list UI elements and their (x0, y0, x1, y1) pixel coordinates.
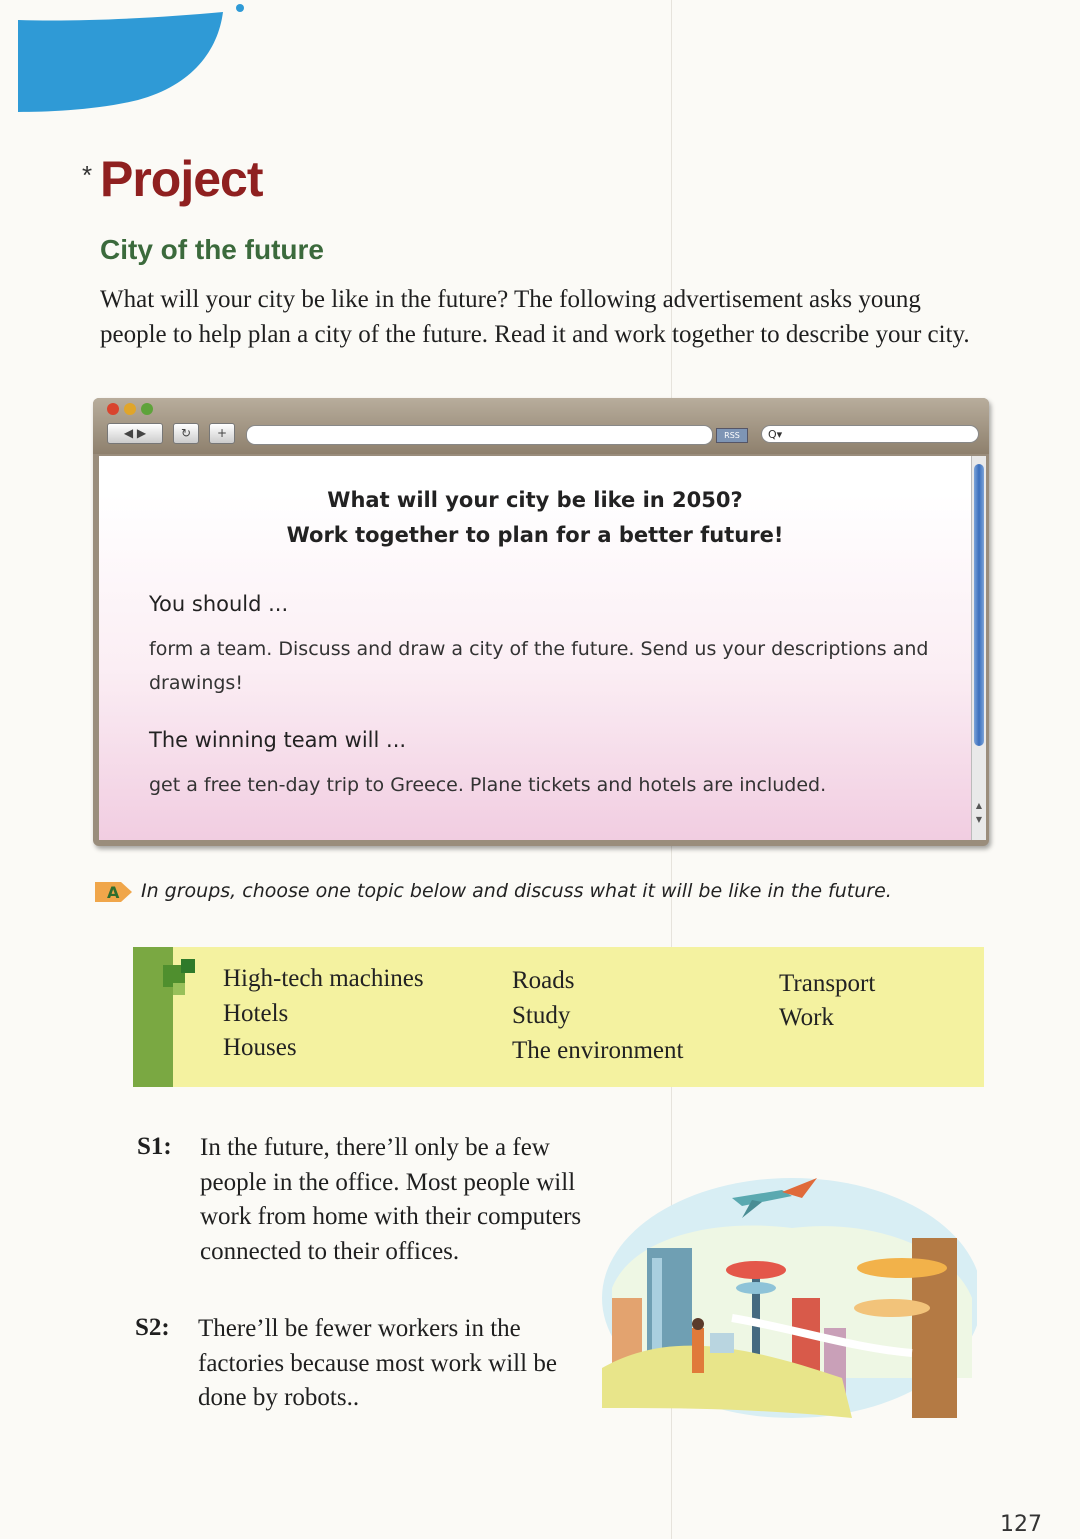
search-field-icon: Q▾ (761, 425, 979, 443)
future-city-illustration (592, 1178, 977, 1438)
page-title: Project (100, 151, 263, 207)
speaker-s1: S1: (137, 1133, 172, 1160)
speaker-s2: S2: (135, 1314, 170, 1341)
green-square-decoration (181, 959, 195, 973)
topic-box (133, 947, 984, 1087)
scroll-down-icon: ▼ (975, 815, 983, 824)
you-should-text: form a team. Discuss and draw a city of the future. Send us your descriptions and drawings! (149, 638, 929, 694)
green-square-decoration (173, 983, 185, 995)
activity-a-letter: A (107, 883, 120, 902)
speaker-s1-text: In the future, there’ll only be a few people in the office. Most people will work from home with their computers connected to their offices. (200, 1134, 582, 1265)
activity-a-badge (95, 880, 133, 904)
maximize-dot-icon (141, 403, 153, 415)
add-tab-icon: + (209, 423, 235, 444)
winning-team-heading: The winning team will ... (149, 728, 407, 752)
rss-icon: RSS (716, 428, 748, 443)
decorative-blue-blob (18, 0, 253, 115)
scrollbar-thumb (974, 464, 984, 746)
speaker-s2-text: There’ll be fewer workers in the factories because most work will be done by robots.. (198, 1315, 557, 1411)
topic-item: Work (779, 1004, 834, 1031)
back-forward-icon: ◀ ▶ (107, 423, 163, 444)
reload-icon: ↻ (173, 423, 199, 444)
topic-item: Hotels (223, 1000, 289, 1027)
browser-toolbar (93, 398, 989, 454)
topic-item: High-tech machines (223, 965, 424, 992)
topic-item: Houses (223, 1034, 297, 1061)
intro-paragraph: What will your city be like in the future? The following advertisement asks young people to help plan a city of the future. Read it and work together to describe your city. (100, 286, 970, 348)
minimize-dot-icon (124, 403, 136, 415)
address-bar (246, 425, 713, 445)
topic-item: Roads (512, 967, 575, 994)
section-subtitle: City of the future (100, 234, 324, 265)
advertisement-page (99, 456, 971, 840)
asterisk-mark: * (82, 160, 93, 190)
you-should-heading: You should ... (149, 592, 289, 616)
ad-headline-2: Work together to plan for a better future! (286, 523, 784, 547)
ad-headline-1: What will your city be like in 2050? (327, 488, 743, 512)
browser-window (93, 398, 989, 846)
winning-team-text: get a free ten-day trip to Greece. Plane tickets and hotels are included. (149, 774, 827, 796)
scroll-up-icon: ▲ (975, 801, 983, 810)
scrollbar (971, 456, 986, 840)
topic-item: The environment (512, 1037, 684, 1064)
topic-item: Study (512, 1002, 571, 1029)
page-number: 127 (1000, 1512, 1042, 1537)
activity-a-instruction: In groups, choose one topic below and discuss what it will be like in the future. (141, 880, 892, 902)
close-dot-icon (107, 403, 119, 415)
topic-item: Transport (779, 970, 876, 997)
